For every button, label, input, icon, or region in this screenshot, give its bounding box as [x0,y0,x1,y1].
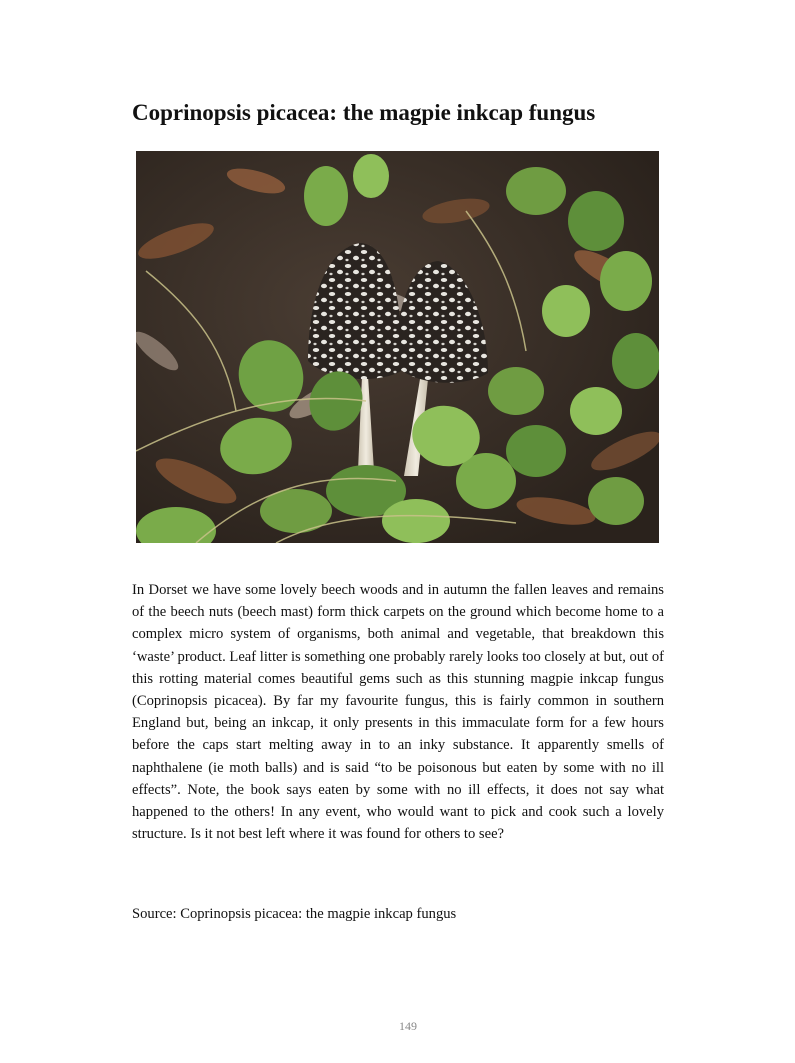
page-number: 149 [399,1019,417,1033]
source-line: Source: Coprinopsis picacea: the magpie inkcap fungus [132,906,457,922]
photo-illustration [136,151,659,543]
body-paragraph: In Dorset we have some lovely beech woods and in autumn the fallen leaves and remains of the beech nuts (beech mast) form thick carpets on the ground which become home to a complex micro system of organisms, both animal and vegetable, that breakdown this ‘waste’ product. Leaf litter is something one probably rarely looks too closely at but, out of this rotting material comes beautiful gems such as this stunning magpie inkcap fungus (Coprinopsis picacea). By far my favourite fungus, this is fairly common in southern England but, being an inkcap, it only presents in this immaculate form for a few hours before the caps start melting away in to an inky substance. It apparently smells of naphthalene (ie moth balls) and is said “to be poisonous but eaten by some with no ill effects”. Note, the book says eaten by some with no ill effects, it does not say what happened to the others! In any event, who would want to pick and cook such a lovely structure. Is it not best left where it was found for others to see? [132,582,664,843]
page-title: Coprinopsis picacea: the magpie inkcap fungus [132,100,596,125]
magpie-inkcap-photo [136,151,659,543]
